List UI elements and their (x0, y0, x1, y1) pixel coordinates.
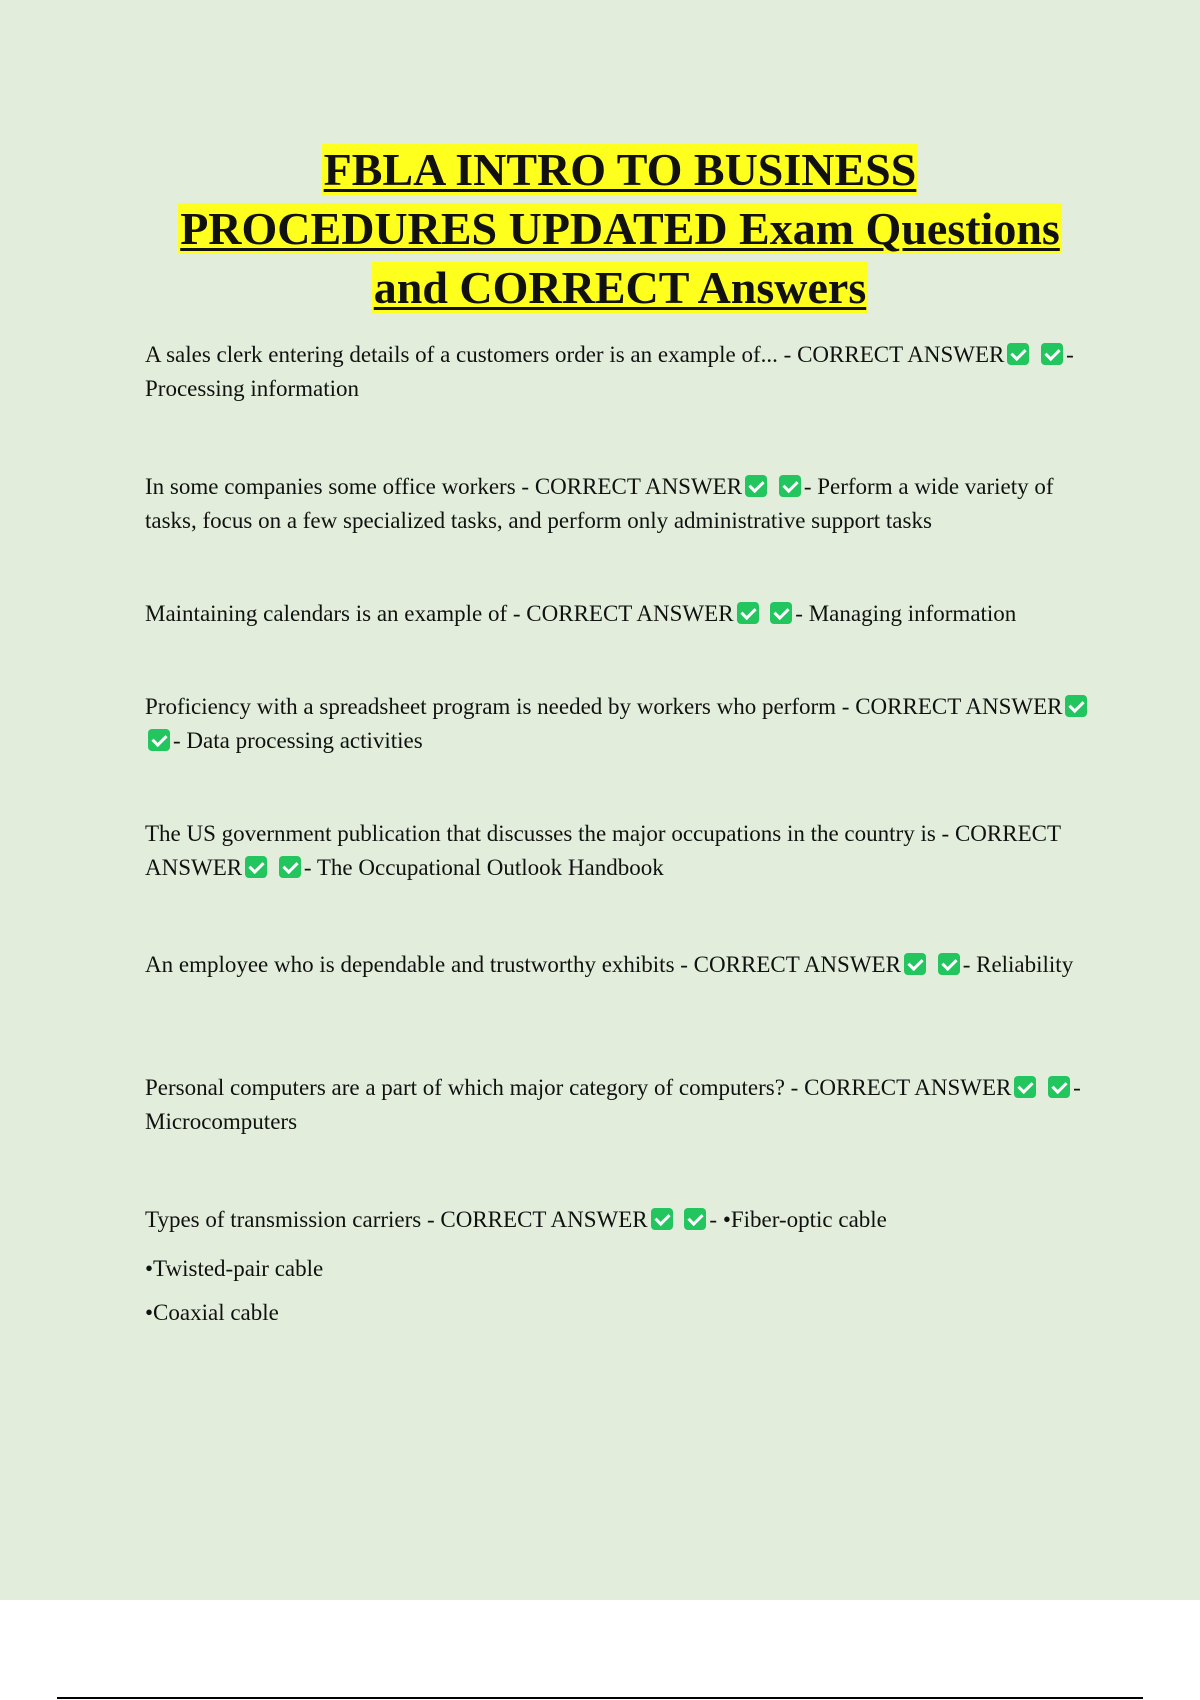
answer-text: - •Fiber-optic cable (709, 1207, 887, 1232)
check-mark-icon (904, 953, 926, 975)
check-mark-icon (1048, 1076, 1070, 1098)
answer-text: - Managing information (795, 601, 1017, 626)
question-text: A sales clerk entering details of a customers order is an example of... - CORRECT ANSWER (145, 342, 1005, 367)
question-text: Proficiency with a spreadsheet program is needed by workers who perform - CORRECT ANSWER (145, 694, 1063, 719)
question-text: In some companies some office workers - CORRECT ANSWER (145, 474, 743, 499)
title-line: FBLA INTRO TO BUSINESS (323, 144, 917, 195)
check-mark-icon (770, 602, 792, 624)
qa-item (145, 1203, 1095, 1237)
answer-text: - Data processing activities (173, 728, 423, 753)
check-mark-icon (1065, 695, 1087, 717)
check-mark-icon (684, 1208, 706, 1230)
qa-item (145, 597, 1095, 631)
question-text: Maintaining calendars is an example of - CORRECT ANSWER (145, 601, 734, 626)
check-mark-icon (745, 475, 767, 497)
document-title (140, 140, 1100, 317)
footer-divider (57, 1697, 1143, 1699)
title-line: PROCEDURES UPDATED Exam Questions (180, 203, 1060, 254)
check-mark-icon (148, 729, 170, 751)
qa-item (145, 948, 1095, 982)
title-line: and CORRECT Answers (373, 262, 867, 313)
answer-text: - Microcomputers (145, 1075, 1081, 1134)
check-mark-icon (1041, 343, 1063, 365)
question-text: An employee who is dependable and trustworthy exhibits - CORRECT ANSWER (145, 952, 901, 977)
answer-text: - Reliability (962, 952, 1074, 977)
bullet-item: •Coaxial cable (145, 1300, 279, 1325)
question-text: Personal computers are a part of which major category of computers? - CORRECT ANSWER (145, 1075, 1012, 1100)
answer-text: - The Occupational Outlook Handbook (303, 855, 664, 880)
bullet-item: •Twisted-pair cable (145, 1256, 324, 1281)
qa-item (145, 1071, 1095, 1139)
check-mark-icon (279, 856, 301, 878)
qa-item (145, 470, 1095, 538)
check-mark-icon (651, 1208, 673, 1230)
check-mark-icon (779, 475, 801, 497)
answer-bullet-list (145, 1252, 1095, 1340)
qa-item (145, 690, 1095, 758)
question-text: The US government publication that discusses the major occupations in the country is - CORRECT ANSWER (145, 821, 1061, 880)
check-mark-icon (1007, 343, 1029, 365)
check-mark-icon (1014, 1076, 1036, 1098)
qa-item (145, 338, 1095, 406)
answer-text: - Processing information (145, 342, 1074, 401)
answer-text: - Perform a wide variety of tasks, focus on a few specialized tasks, and perform only administrative support tasks (145, 474, 1054, 533)
check-mark-icon (938, 953, 960, 975)
question-text: Types of transmission carriers - CORRECT ANSWER (145, 1207, 648, 1232)
qa-item (145, 817, 1095, 885)
check-mark-icon (737, 602, 759, 624)
check-mark-icon (245, 856, 267, 878)
